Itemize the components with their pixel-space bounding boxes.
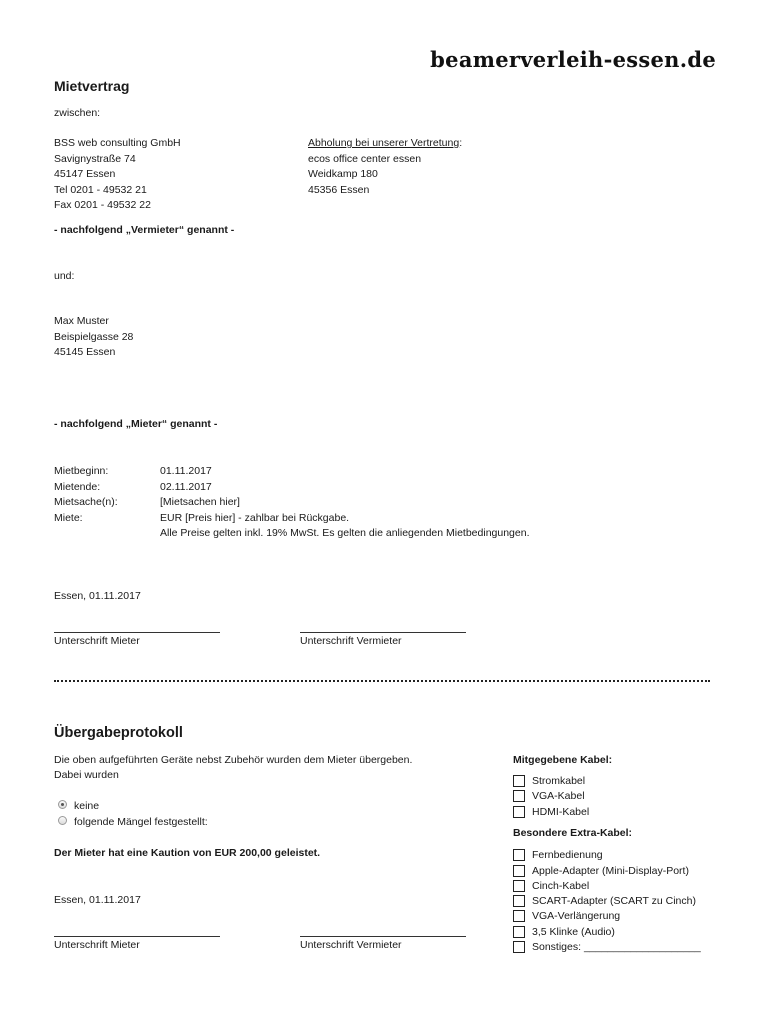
address-line: BSS web consulting GmbH <box>54 137 181 149</box>
address-line: Savignystraße 74 <box>54 152 136 165</box>
term-label: Miete: <box>54 511 83 524</box>
checkbox-cable[interactable] <box>513 775 525 787</box>
address-line: 45145 Essen <box>54 346 116 358</box>
checkbox-extra[interactable] <box>513 849 525 861</box>
term-label: Mietende: <box>54 480 101 493</box>
checkbox-extra[interactable] <box>513 895 525 907</box>
and-label: und: <box>54 270 75 282</box>
terms-values <box>160 464 529 542</box>
address-line: 45356 Essen <box>308 183 370 196</box>
radio-label-no-defects: keine <box>74 800 100 812</box>
protocol-signature-line-lessor[interactable] <box>300 936 466 937</box>
extra-label: VGA-Verlängerung <box>532 910 621 922</box>
cables-heading: Mitgegebene Kabel: <box>513 754 613 766</box>
extra-label: Fernbedienung <box>532 849 603 861</box>
checkbox-extra[interactable] <box>513 880 525 892</box>
pickup-heading <box>308 136 462 152</box>
extra-label: Apple-Adapter (Mini-Display-Port) <box>532 865 689 877</box>
signature-label-tenant: Unterschrift Mieter <box>54 635 140 647</box>
extra-label: Sonstiges: ____________________ <box>532 941 701 953</box>
checkbox-cable[interactable] <box>513 790 525 802</box>
between-label: zwischen: <box>54 107 101 119</box>
address-line: Fax 0201 - 49532 22 <box>54 199 151 211</box>
protocol-title: Übergabeprotokoll <box>54 725 183 741</box>
term-label: Mietbeginn: <box>54 465 109 477</box>
place-date: Essen, 01.11.2017 <box>54 590 141 602</box>
signature-line-tenant[interactable] <box>54 632 220 633</box>
protocol-intro-2: Dabei wurden <box>54 769 119 781</box>
terms-note: Alle Preise gelten inkl. 19% MwSt. Es gelten die anliegenden Mietbedingungen. <box>160 527 530 539</box>
address-line: ecos office center essen <box>308 152 422 165</box>
protocol-signature-label-lessor: Unterschrift Vermieter <box>300 939 402 951</box>
address-line: Tel 0201 - 49532 21 <box>54 183 147 196</box>
checkbox-extra[interactable] <box>513 941 525 953</box>
tenant-role: - nachfolgend „Mieter“ genannt - <box>54 418 218 430</box>
address-line: Max Muster <box>54 315 109 327</box>
term-value: 02.11.2017 <box>160 480 212 493</box>
signature-label-lessor: Unterschrift Vermieter <box>300 635 402 647</box>
signature-line-lessor[interactable] <box>300 632 466 633</box>
pickup-address <box>308 136 462 198</box>
cable-label: VGA-Kabel <box>532 790 585 802</box>
pickup-heading-text: Abholung bei unserer Vertretung <box>308 137 460 149</box>
lessor-address <box>54 136 181 214</box>
radio-label-defects-found: folgende Mängel festgestellt: <box>74 816 208 828</box>
deposit-statement: Der Mieter hat eine Kaution von EUR 200,00 geleistet. <box>54 847 321 859</box>
radio-no-defects[interactable] <box>58 800 67 809</box>
checkbox-extra[interactable] <box>513 926 525 938</box>
protocol-intro-1: Die oben aufgeführten Geräte nebst Zubehör wurden dem Mieter übergeben. <box>54 754 413 766</box>
protocol-place-date: Essen, 01.11.2017 <box>54 894 141 906</box>
term-value: EUR [Preis hier] - zahlbar bei Rückgabe. <box>160 511 350 524</box>
address-line: Weidkamp 180 <box>308 168 378 180</box>
protocol-signature-label-tenant: Unterschrift Mieter <box>54 939 140 951</box>
cable-label: HDMI-Kabel <box>532 806 590 818</box>
brand-logo-text: beamerverleih-essen.de <box>430 47 716 72</box>
tenant-address <box>54 314 133 361</box>
section-divider <box>54 680 710 682</box>
radio-defects-found[interactable] <box>58 816 67 825</box>
pickup-heading-colon: : <box>459 137 463 149</box>
terms-labels <box>54 464 118 526</box>
checkbox-extra[interactable] <box>513 910 525 922</box>
extra-label: SCART-Adapter (SCART zu Cinch) <box>532 895 696 907</box>
address-line: Beispielgasse 28 <box>54 330 134 343</box>
checkbox-extra[interactable] <box>513 865 525 877</box>
term-label: Mietsache(n): <box>54 496 118 508</box>
protocol-signature-line-tenant[interactable] <box>54 936 220 937</box>
cable-label: Stromkabel <box>532 775 586 787</box>
page-title: Mietvertrag <box>54 78 130 94</box>
term-value: [Mietsachen hier] <box>160 496 240 508</box>
lessor-role: - nachfolgend „Vermieter“ genannt - <box>54 224 235 236</box>
extra-cables-heading: Besondere Extra-Kabel: <box>513 827 633 839</box>
term-value: 01.11.2017 <box>160 465 212 477</box>
extra-label: Cinch-Kabel <box>532 880 590 892</box>
address-line: 45147 Essen <box>54 168 116 180</box>
checkbox-cable[interactable] <box>513 806 525 818</box>
extra-label: 3,5 Klinke (Audio) <box>532 926 615 938</box>
